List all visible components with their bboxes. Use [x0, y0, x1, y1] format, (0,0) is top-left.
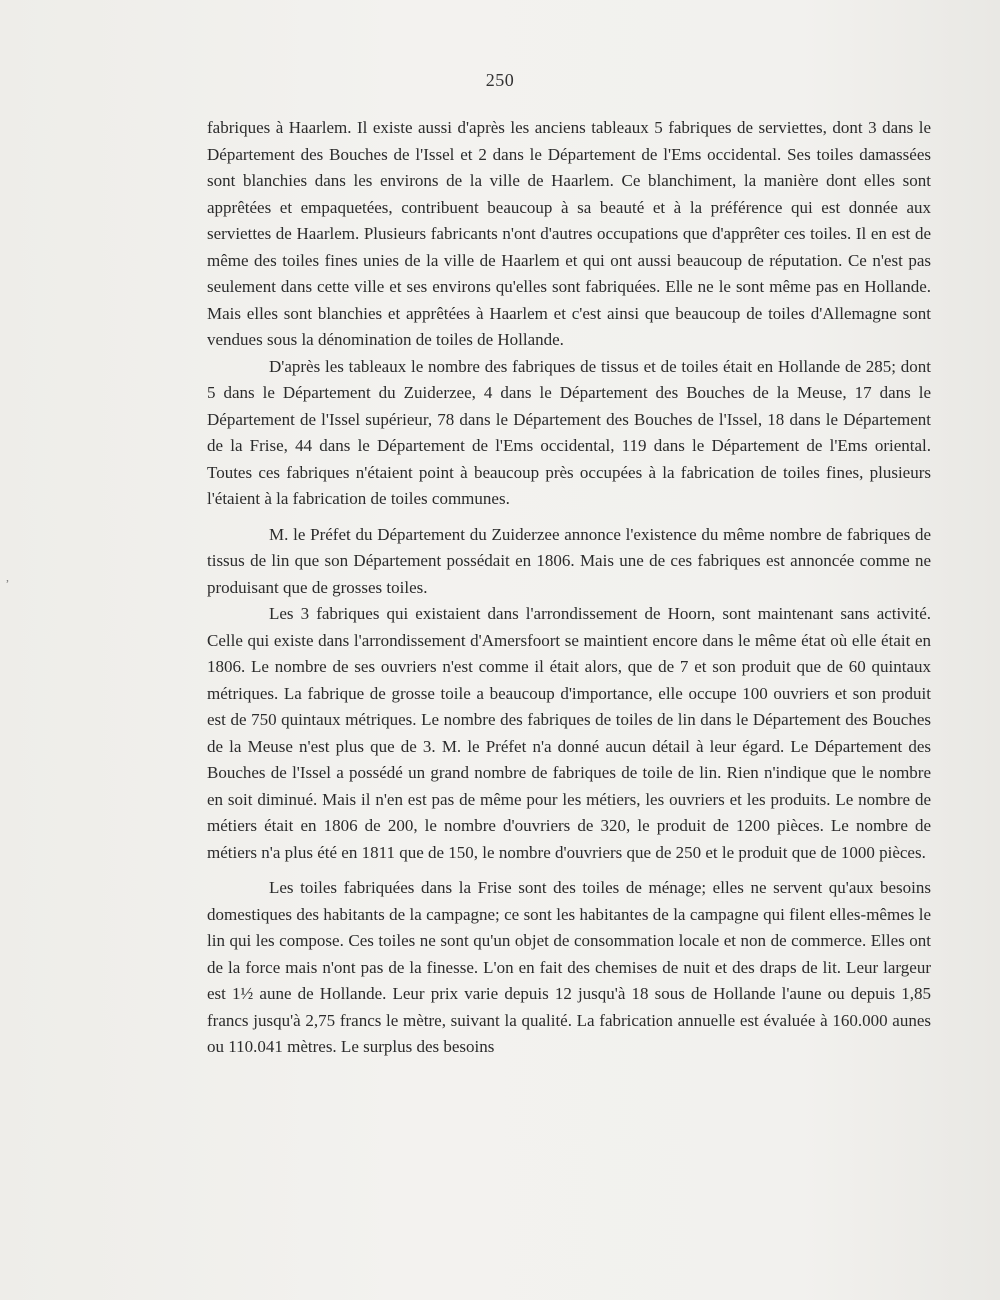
page-number: 250: [485, 70, 515, 90]
body-text: [207, 115, 931, 1061]
paragraph-frise-continuation: aune de Hollande. Leur prix varie depuis 12 jusqu'à 18 sous de Hollande l'aune ou depuis 1,85 francs jusqu'à 2,75 francs le mètre, suivant la qualité. La fabrication annuelle est évaluée à 160.000 aunes ou 110.041 mètres. Le surplus des besoins: [207, 984, 932, 1056]
paragraph-hoorn: Les 3 fabriques qui existaient dans l'arrondissement de Hoorn, sont maintenant sans activité. Celle qui existe dans l'arrondissement d'Amersfoort se maintient encore dans le même état où elle était en 1806. Le nombre de ses ouvriers n'est comme il était alors, que de 7 et son produit que de 60 quintaux métriques. La fabrique de grosse toile a beaucoup d'importance, elle occupe 100 ouvriers et son produit est de 750 quintaux métriques. Le nombre des fabriques de toiles de lin dans le Département des Bouches de la Meuse n'est plus que de 3. M. le Préfet n'a donné aucun détail à leur égard. Le Département des Bouches de l'Issel a possédé un grand nombre de fabriques de toile de lin. Rien n'indique que le nombre en soit diminué. Mais il n'en est pas de même pour les métiers, les ouvriers et les produits. Le nombre de métiers était en 1806 de 200, le nombre d'ouvriers de 320, le produit de 1200 pièces. Le nombre de métiers n'a plus été en 1811 que de 150, le nombre d'ouvriers que de 250 et le produit que de 1000 pièces.: [207, 604, 931, 862]
paragraph-frise: [207, 875, 931, 1061]
paragraph-frise-text: Les toiles fabriquées dans la Frise sont des toiles de ménage; elles ne servent qu'aux besoins domestiques des habitants de la campagne; ce sont les habitantes de la campagne qui filent elles-mêmes le lin qui les compose. Ces toiles ne sont qu'un objet de consommation locale et non de commerce. Elles ont de la force mais n'ont pas de la finesse. L'on en fait des chemises de nuit et des draps de lit. Leur largeur est: [207, 878, 931, 1003]
paragraph-haarlem: fabriques à Haarlem. Il existe aussi d'après les anciens tableaux 5 fabriques de serviettes, dont 3 dans le Département des Bouches de l'Issel et 2 dans le Département de l'Ems occidental. Ses toiles damassées sont blanchies dans les environs de la ville de Haarlem. Ce blanchiment, la manière dont elles sont apprêtées et empaquetées, contribuent beaucoup à sa beauté et à la préférence qui est donnée aux serviettes de Haarlem. Plusieurs fabricants n'ont d'autres occupations que d'apprêter ces toiles. Il en est de même des toiles fines unies de la ville de Haarlem et qui ont aussi beaucoup de réputation. Ce n'est pas seulement dans cette ville et ses environs qu'elles sont fabriquées. Elle ne le sont même pas en Hollande. Mais elles sont blanchies et apprêtées à Haarlem et c'est ainsi que beaucoup de toiles d'Allemagne sont vendues sous la dénomination de toiles de Hollande.: [207, 118, 931, 349]
paragraph-tableaux: D'après les tableaux le nombre des fabriques de tissus et de toiles était en Hollande de 285; dont 5 dans le Département du Zuiderzee, 4 dans le Département des Bouches de la Meuse, 17 dans le Département de l'Issel supérieur, 78 dans le Département des Bouches de l'Issel, 18 dans le Département de la Frise, 44 dans le Département de l'Ems occidental, 119 dans le Département de l'Ems oriental. Toutes ces fabriques n'étaient point à beaucoup près occupées à la fabrication de toiles fines, plusieurs l'étaient à la fabrication de toiles communes.: [207, 356, 931, 508]
scan-edge-mark: ,: [6, 570, 9, 584]
paragraph-zuiderzee: M. le Préfet du Département du Zuiderzee annonce l'existence du même nombre de fabriques de tissus de lin que son Département possédait en 1806. Mais une de ces fabriques est annoncée comme ne produisant que de grosses toiles.: [207, 524, 931, 597]
aune-fraction: 1½: [232, 984, 254, 1003]
